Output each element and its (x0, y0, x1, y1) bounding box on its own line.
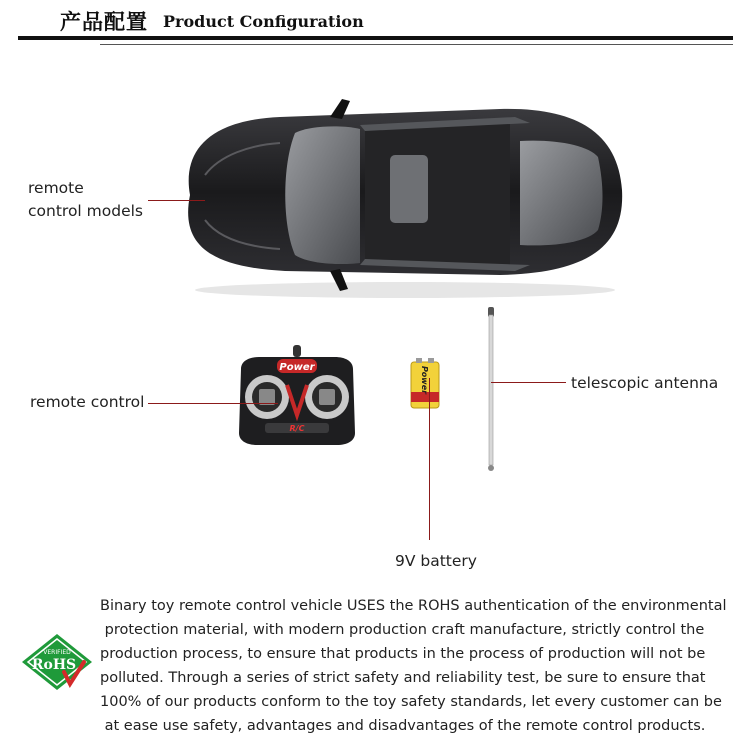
car-image (170, 95, 630, 300)
rohs-badge (20, 632, 94, 692)
rohs-verified-text: VERIFIED (43, 649, 71, 656)
rohs-main-text: RoHS (31, 657, 77, 673)
battery-brand-label: Power (420, 365, 429, 395)
battery-image (408, 358, 443, 410)
paragraph-line: 100% of our products conform to the toy safety standards, let every customer can be (100, 694, 722, 710)
antenna-image (484, 305, 498, 475)
remote-control-label: remote control (30, 393, 145, 411)
car-label-line-2: control models (28, 202, 143, 220)
car-label-line-1: remote (28, 179, 84, 197)
battery-label: 9V battery (395, 552, 477, 570)
paragraph-line: production process, to ensure that products in the process of production will not be (100, 646, 706, 662)
remote-badge-label: R/C (289, 424, 305, 433)
car-label (28, 177, 143, 223)
antenna-label: telescopic antenna (571, 374, 719, 392)
page-title-chinese: 产品配置 (60, 9, 148, 34)
page-title-english: Product Configuration (163, 12, 364, 31)
description-paragraph (100, 594, 730, 738)
paragraph-line: protection material, with modern production craft manufacture, strictly control the (100, 622, 705, 638)
car-leader-line (148, 200, 205, 201)
paragraph-line: at ease use safety, advantages and disadvantages of the remote control products. (100, 718, 706, 734)
header-rule (18, 36, 733, 40)
header-rule-thin (100, 44, 733, 45)
battery-leader-line (429, 378, 430, 540)
paragraph-line: Binary toy remote control vehicle USES the ROHS authentication of the environmental (100, 598, 727, 614)
remote-control-image (235, 345, 360, 450)
remote-brand-label: Power (279, 362, 315, 373)
remote-leader-line (148, 403, 278, 404)
paragraph-line: polluted. Through a series of strict safety and reliability test, be sure to ensure that (100, 670, 706, 686)
antenna-leader-line (491, 382, 566, 383)
